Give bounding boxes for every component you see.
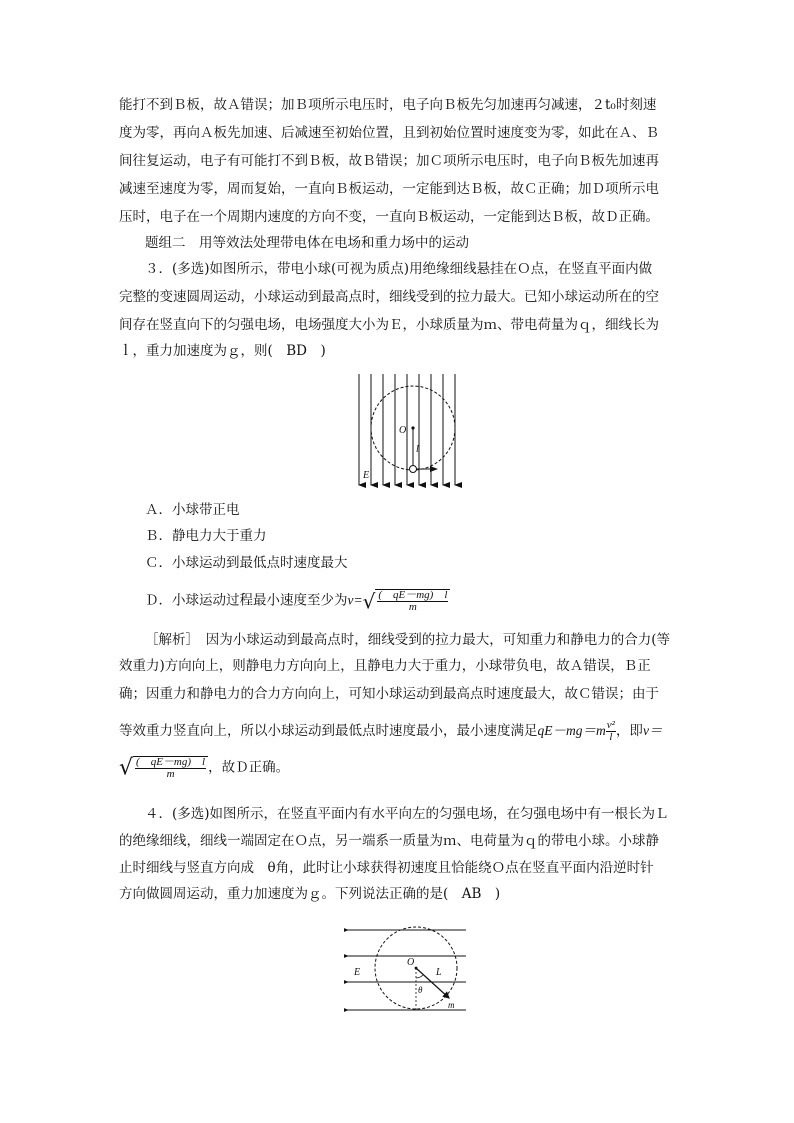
text-line: 减速至速度为零，周而复始，一直向Ｂ板运动，一定能到达Ｂ板，故Ｃ正确；加Ｄ项所示电 <box>119 181 659 197</box>
option-D-num: ( qE－mg) l <box>378 589 448 601</box>
text-line: 度为零，再向Ａ板先加速、后减速至初始位置，且到初始位置时速度变为零，如此在Ａ、Ｂ <box>119 125 659 141</box>
analysis-eq1-den: l <box>609 731 613 743</box>
analysis-text <box>119 720 662 743</box>
label-L: L <box>436 967 442 978</box>
question-3-stem: 间存在竖直向下的匀强电场，电场强度大小为Ｅ，小球质量为ｍ、带电荷量为ｑ，细线长为 <box>119 317 659 333</box>
field-lines <box>359 374 455 485</box>
option-D <box>145 589 450 613</box>
option-D-sqrt: √ $\frac{( qE-mg) l}{m}$ <box>363 589 451 613</box>
analysis-eq2-den: m <box>166 768 175 780</box>
section-heading: 题组二 用等效法处理带电体在电场和重力场中的运动 <box>145 235 469 251</box>
option-D-den: m <box>408 601 417 613</box>
analysis-eq2-num: ( qE－mg) l <box>136 756 206 768</box>
analysis-eq2-tail: ，故Ｄ正确。 <box>208 759 290 776</box>
label-E: E <box>354 967 361 978</box>
analysis-eq1-v: v＝ <box>642 723 663 738</box>
option-C: Ｃ．小球运动到最低点时速度最大 <box>145 555 348 571</box>
figure-vertical-field-circle <box>352 372 468 490</box>
analysis-text: 确；因重力和静电力的合力方向向上，可知小球运动到最高点时速度最大，故Ｃ错误；由于 <box>119 686 659 702</box>
question-4-stem: 止时细线与竖直方向成 θ角，此时让小球获得初速度且恰能绕Ｏ点在竖直平面内沿逆时针 <box>119 860 654 876</box>
option-A: Ａ．小球带正电 <box>145 502 240 518</box>
option-D-text: Ｄ．小球运动过程最小速度至少为 <box>145 592 348 609</box>
question-3-stem: 完整的变速圆周运动，小球运动到最高点时，细线受到的拉力最大。已知小球运动所在的空 <box>119 289 659 305</box>
analysis-text-part: 等效重力竖直向上，所以小球运动到最低点时速度最小，最小速度满足 <box>119 723 538 739</box>
label-E: E <box>363 470 370 481</box>
option-B: Ｂ．静电力大于重力 <box>145 528 267 544</box>
question-3-stem: ｌ，重力加速度为ｇ，则( BD ) <box>119 343 326 359</box>
option-D-var: v= <box>347 592 363 608</box>
analysis-eq1-lhs: qE－mg＝m <box>537 723 606 738</box>
label-O: O <box>399 425 407 436</box>
label-l: l <box>416 444 419 455</box>
label-theta: θ <box>418 985 423 995</box>
question-3-stem: ３．(多选)如图所示，带电小球(可视为质点)用绝缘细线悬挂在Ｏ点，在竖直平面内做 <box>145 261 653 277</box>
analysis-text: ［解析］ 因为小球运动到最高点时，细线受到的拉力最大，可知重力和静电力的合力(等 <box>145 632 671 648</box>
text-line: 能打不到Ｂ板，故Ａ错误；加Ｂ项所示电压时，电子向Ｂ板先匀加速再匀减速，２t₀时刻速 <box>119 97 657 113</box>
question-4-stem: 的绝缘细线，细线一端固定在Ｏ点，另一端系一质量为ｍ、电荷量为ｑ的带电小球。小球静 <box>119 833 659 849</box>
question-4-stem: ４．(多选)如图所示，在竖直平面内有水平向左的匀强电场，在匀强电场中有一根长为Ｌ <box>145 806 669 822</box>
text-line: 压时，电子在一个周期内速度的方向不变，一直向Ｂ板运动，一定能到达Ｂ板，故Ｄ正确。 <box>119 209 659 225</box>
pivot-point <box>415 967 418 970</box>
charged-ball <box>410 466 417 473</box>
analysis-eq1-tail: ，即 <box>615 723 643 739</box>
analysis-eq1-num: v² <box>606 719 615 731</box>
text-line: 间往复运动，电子有可能打不到Ｂ板，故Ｂ错误；加Ｃ项所示电压时，电子向Ｂ板先加速再 <box>119 153 659 169</box>
figure-horizontal-field-circle <box>344 920 470 1022</box>
analysis-text <box>119 756 289 780</box>
analysis-text: 效重力)方向向上，则静电力方向向上，且静电力大于重力，小球带负电，故Ａ错误，Ｂ正 <box>119 658 651 674</box>
analysis-eq2-sqrt: √ $\frac{( qE-mg) l}{m}$ <box>119 756 208 780</box>
question-4-stem: 方向做圆周运动，重力加速度为ｇ。下列说法正确的是( AB ) <box>119 886 501 902</box>
label-O: O <box>407 957 415 968</box>
label-m: m <box>448 1000 455 1010</box>
angle-arc <box>416 975 423 978</box>
